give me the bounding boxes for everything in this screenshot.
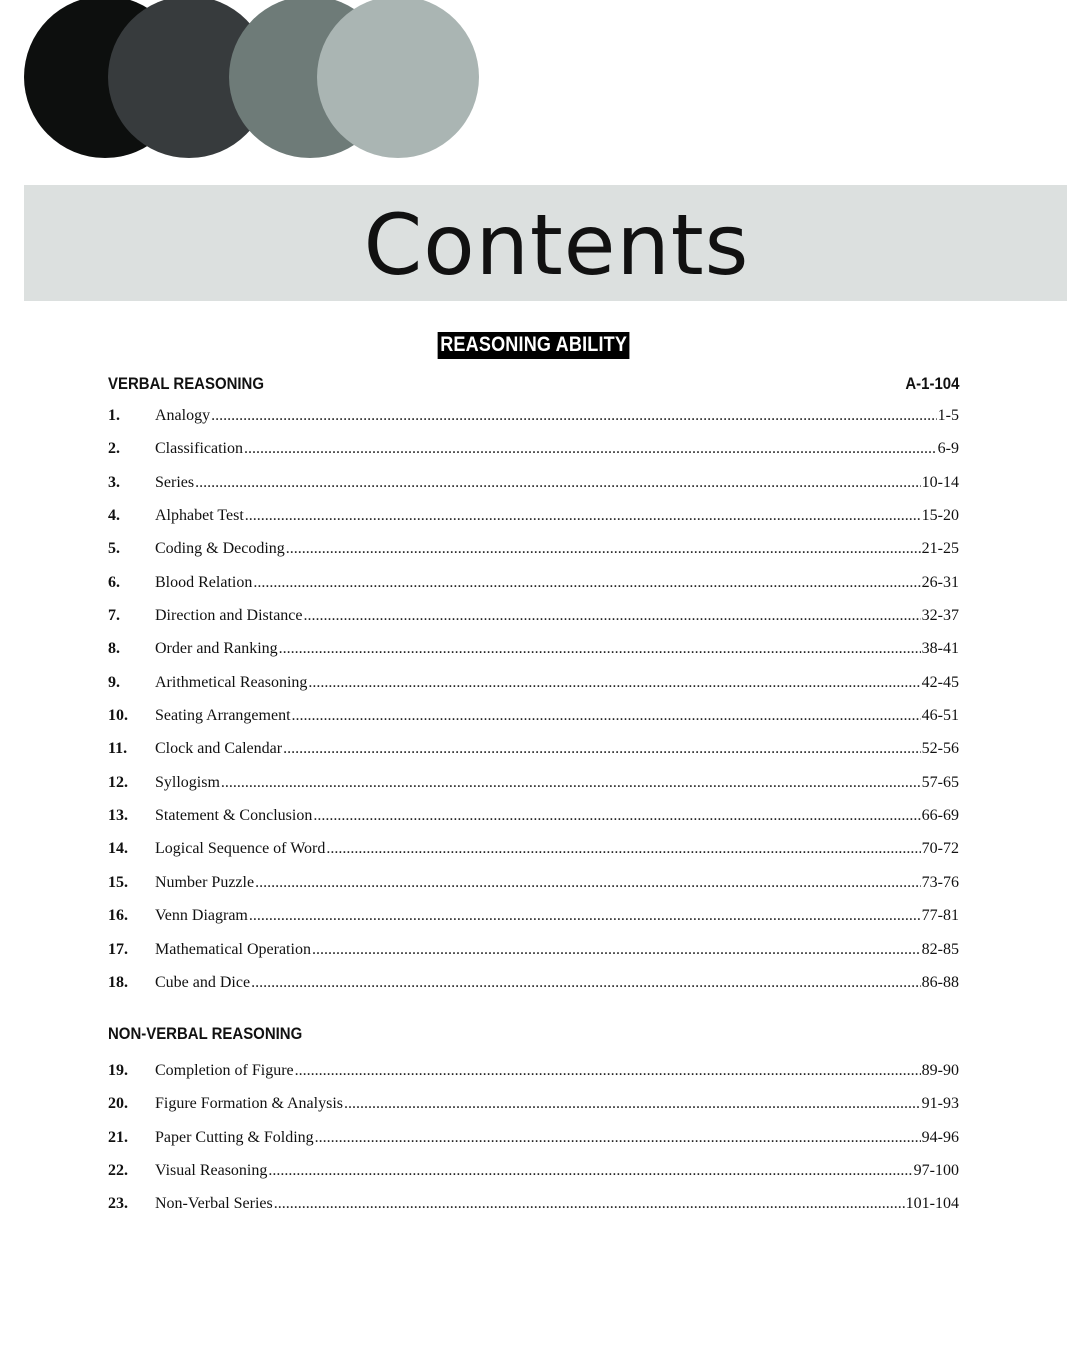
toc-entry[interactable] <box>108 440 959 473</box>
entry-pages: 66-69 <box>921 807 959 825</box>
toc-entry[interactable] <box>108 840 959 873</box>
entry-number: 6. <box>108 573 120 591</box>
entry-pages: 52-56 <box>921 740 959 758</box>
entry-number: 7. <box>108 607 120 625</box>
title-banner <box>24 185 1067 301</box>
entry-pages: 6-9 <box>937 440 959 458</box>
entry-number: 12. <box>108 773 128 791</box>
dot-leader <box>249 907 921 925</box>
entry-number: 14. <box>108 840 128 858</box>
dot-leader <box>274 1195 905 1213</box>
nonverbal-heading-label: NON-VERBAL REASONING <box>108 1024 303 1043</box>
entry-title: Logical Sequence of Word <box>155 840 326 858</box>
toc-entry[interactable] <box>108 907 959 940</box>
dot-leader <box>286 540 921 558</box>
nonverbal-reasoning-list <box>108 1062 959 1229</box>
entry-pages: 77-81 <box>921 907 959 925</box>
decorative-circles <box>0 0 520 170</box>
dot-leader <box>283 740 921 758</box>
dot-leader <box>255 874 921 892</box>
toc-entry[interactable] <box>108 474 959 507</box>
entry-number: 21. <box>108 1128 128 1146</box>
entry-pages: 21-25 <box>921 540 959 558</box>
entry-title: Seating Arrangement <box>155 707 291 725</box>
entry-title: Analogy <box>155 407 211 424</box>
entry-number: 20. <box>108 1095 128 1113</box>
dot-leader <box>251 974 921 992</box>
entry-pages: 91-93 <box>921 1095 959 1113</box>
entry-number: 9. <box>108 673 120 691</box>
entry-number: 1. <box>108 407 120 424</box>
dot-leader <box>315 1129 921 1147</box>
entry-title: Number Puzzle <box>155 873 255 891</box>
entry-title: Order and Ranking <box>155 640 278 658</box>
entry-title: Alphabet Test <box>155 507 244 525</box>
dot-leader <box>312 941 921 959</box>
entry-number: 10. <box>108 707 128 725</box>
toc-entry[interactable] <box>108 1095 959 1128</box>
entry-pages: 42-45 <box>921 673 959 691</box>
toc-entry[interactable] <box>108 707 959 740</box>
entry-title: Classification <box>155 440 243 458</box>
entry-number: 18. <box>108 973 128 991</box>
toc-entry[interactable] <box>108 507 959 540</box>
toc-entry[interactable] <box>108 674 959 707</box>
entry-title: Paper Cutting & Folding <box>155 1128 314 1146</box>
section-heading <box>0 332 1067 359</box>
toc-entry[interactable] <box>108 1129 959 1162</box>
toc-entry[interactable] <box>108 974 959 1007</box>
dot-leader <box>279 640 921 658</box>
entry-number: 15. <box>108 873 128 891</box>
entry-pages: 70-72 <box>921 840 959 858</box>
entry-pages: 94-96 <box>921 1128 959 1146</box>
toc-entry[interactable] <box>108 874 959 907</box>
dot-leader <box>244 440 937 458</box>
verbal-heading-label: VERBAL REASONING <box>108 374 264 393</box>
verbal-page-range: A-1-104 <box>904 374 959 393</box>
dot-leader <box>211 407 937 425</box>
dot-leader <box>221 774 921 792</box>
dot-leader <box>253 574 920 592</box>
dot-leader <box>292 707 921 725</box>
entry-title: Syllogism <box>155 773 220 791</box>
entry-title: Figure Formation & Analysis <box>155 1095 343 1113</box>
dot-leader <box>304 607 921 625</box>
entry-title: Non-Verbal Series <box>155 1195 273 1213</box>
verbal-reasoning-list <box>108 407 959 1007</box>
toc-entry[interactable] <box>108 1162 959 1195</box>
section-title: REASONING ABILITY <box>437 332 629 359</box>
entry-pages: 15-20 <box>921 507 959 525</box>
dot-leader <box>308 674 920 692</box>
entry-pages: 101-104 <box>905 1195 959 1213</box>
entry-pages: 10-14 <box>921 473 959 491</box>
dot-leader <box>295 1062 921 1080</box>
entry-pages: 26-31 <box>921 573 959 591</box>
entry-pages: 46-51 <box>921 707 959 725</box>
entry-title: Coding & Decoding <box>155 540 285 558</box>
entry-title: Statement & Conclusion <box>155 807 313 825</box>
entry-title: Cube and Dice <box>155 973 251 991</box>
entry-number: 11. <box>108 740 128 758</box>
entry-pages: 89-90 <box>921 1062 959 1079</box>
toc-entry[interactable] <box>108 540 959 573</box>
entry-number: 22. <box>108 1162 128 1180</box>
entry-pages: 57-65 <box>921 773 959 791</box>
entry-pages: 86-88 <box>921 973 959 991</box>
toc-entry[interactable] <box>108 807 959 840</box>
entry-number: 4. <box>108 507 120 525</box>
entry-title: Completion of Figure <box>155 1062 294 1079</box>
entry-number: 16. <box>108 907 128 925</box>
toc-entry[interactable] <box>108 574 959 607</box>
toc-entry[interactable] <box>108 740 959 773</box>
entry-number: 13. <box>108 807 128 825</box>
toc-entry[interactable] <box>108 941 959 974</box>
entry-title: Venn Diagram <box>155 907 248 925</box>
dot-leader <box>195 474 921 492</box>
dot-leader <box>245 507 921 525</box>
nonverbal-reasoning-heading <box>108 1024 959 1044</box>
verbal-reasoning-heading <box>108 374 959 394</box>
entry-number: 3. <box>108 473 120 491</box>
toc-entry[interactable] <box>108 407 959 440</box>
entry-title: Direction and Distance <box>155 607 303 625</box>
toc-entry[interactable] <box>108 1062 959 1095</box>
circle-light-gray <box>317 0 479 158</box>
entry-pages: 97-100 <box>913 1162 959 1180</box>
entry-number: 5. <box>108 540 120 558</box>
entry-title: Blood Relation <box>155 573 253 591</box>
entry-pages: 82-85 <box>921 940 959 958</box>
toc-entry[interactable] <box>108 1195 959 1228</box>
entry-pages: 73-76 <box>921 873 959 891</box>
toc-entry[interactable] <box>108 640 959 673</box>
toc-entry[interactable] <box>108 607 959 640</box>
entry-pages: 1-5 <box>937 407 959 424</box>
toc-entry[interactable] <box>108 774 959 807</box>
entry-title: Arithmetical Reasoning <box>155 673 308 691</box>
dot-leader <box>313 807 920 825</box>
dot-leader <box>268 1162 912 1180</box>
entry-number: 19. <box>108 1062 128 1079</box>
entry-pages: 32-37 <box>921 607 959 625</box>
entry-title: Visual Reasoning <box>155 1162 268 1180</box>
entry-number: 2. <box>108 440 120 458</box>
dot-leader <box>326 840 920 858</box>
entry-number: 8. <box>108 640 120 658</box>
entry-pages: 38-41 <box>921 640 959 658</box>
entry-number: 23. <box>108 1195 128 1213</box>
dot-leader <box>344 1095 921 1113</box>
entry-title: Clock and Calendar <box>155 740 283 758</box>
entry-title: Series <box>155 473 195 491</box>
page-title: Contents <box>363 196 750 294</box>
entry-title: Mathematical Operation <box>155 940 311 958</box>
entry-number: 17. <box>108 940 128 958</box>
